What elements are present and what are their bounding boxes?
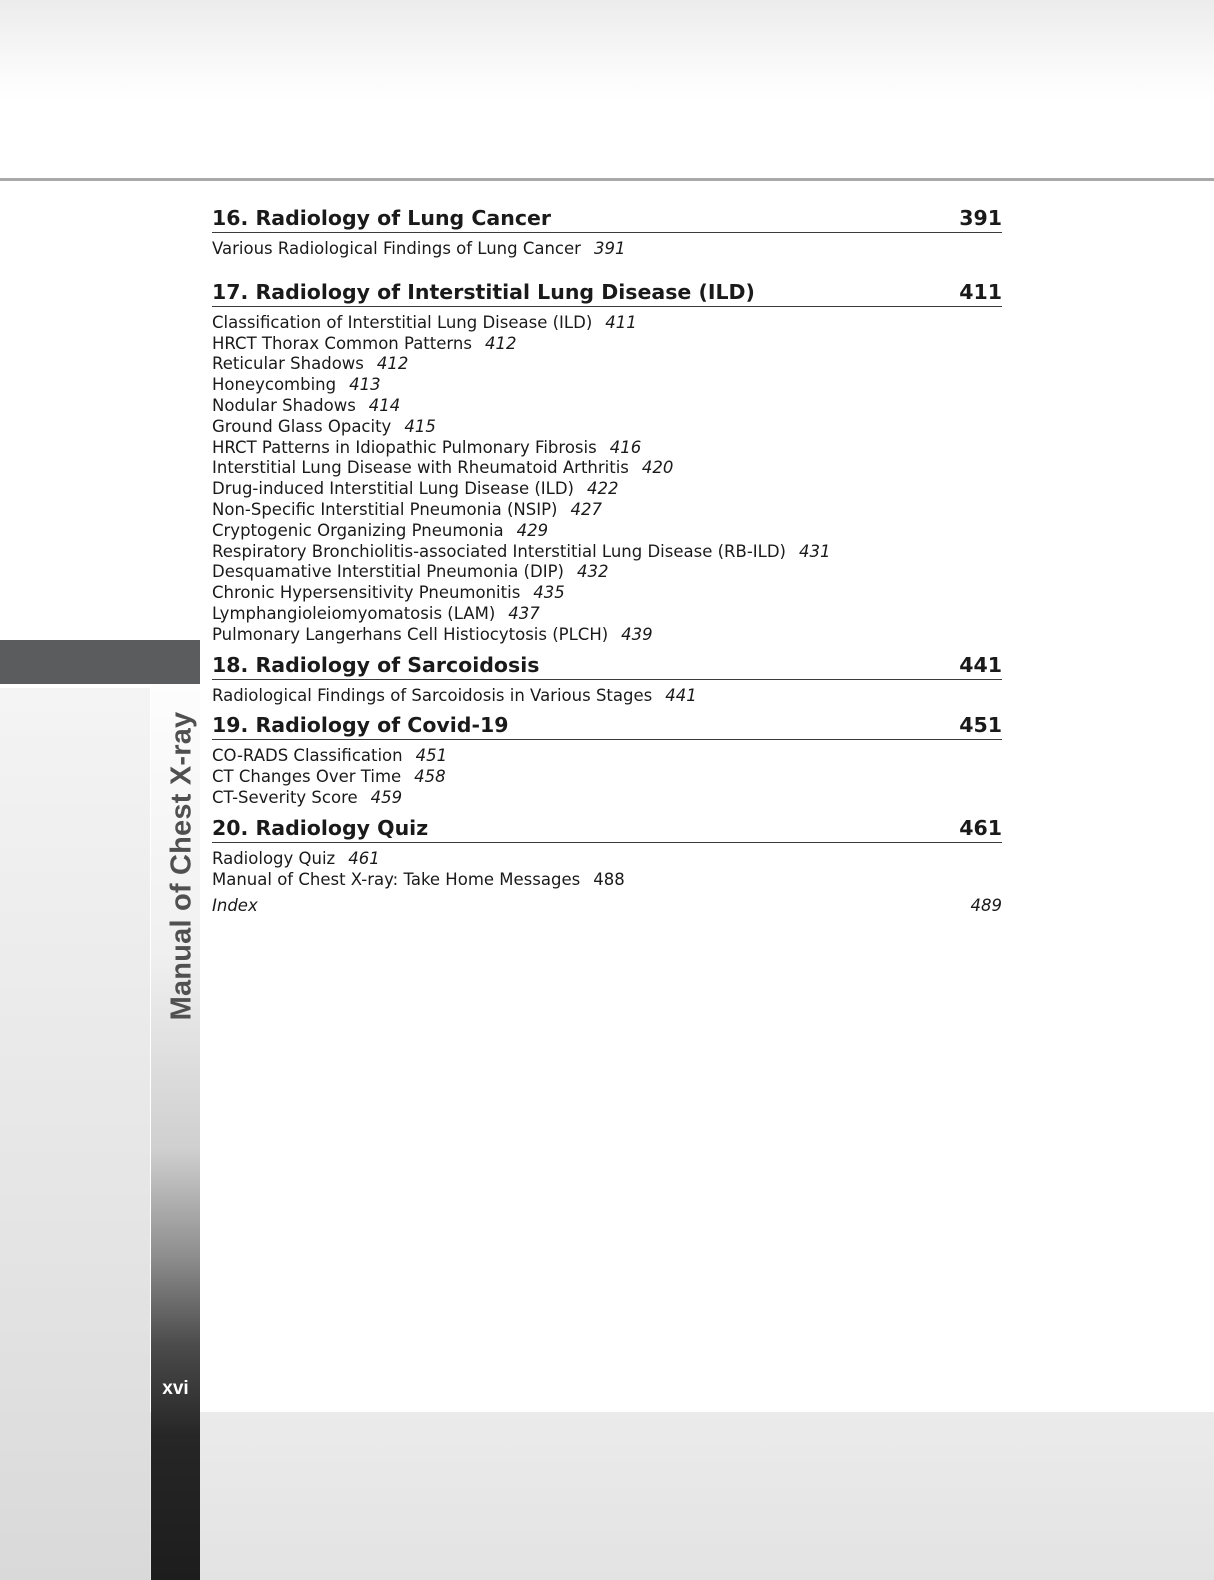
entry-title: Non-Specific Interstitial Pneumonia (NSIP) [212,499,558,519]
toc-entry [212,396,1002,417]
chapter-tab-marker [0,640,200,684]
page-header-band [0,0,1214,180]
chapter-title: 17. Radiology of Interstitial Lung Disease (ILD) [212,279,755,304]
entry-page-number: 432 [576,562,609,582]
toc-entry [212,438,1002,459]
toc-chapter-18 [212,653,1002,707]
entry-title: Desquamative Interstitial Pneumonia (DIP) [212,562,564,582]
entry-page-number: 437 [508,603,540,623]
entry-title: Various Radiological Findings of Lung Cancer [212,239,581,258]
entry-page-number: 412 [376,354,409,374]
entry-title: Nodular Shadows [212,395,356,415]
toc-entry [212,562,1002,583]
entry-page-number: 420 [641,458,674,478]
chapter-entries [212,849,1002,891]
toc-entry [212,542,1002,563]
entry-page-number: 411 [605,312,637,332]
entry-page-number: 458 [414,767,446,787]
entry-title: Chronic Hypersensitivity Pneumonitis [212,583,521,603]
toc-entry [212,239,1002,260]
chapter-page-number: 461 [959,815,1002,840]
index-page-number: 489 [970,896,1002,916]
chapter-page-number: 411 [959,279,1002,304]
chapter-page-number: 441 [959,652,1002,677]
chapter-title: 18. Radiology of Sarcoidosis [212,652,540,677]
entry-title: CT-Severity Score [212,787,358,807]
entry-page-number: 441 [665,685,697,705]
toc-chapter-19 [212,713,1002,808]
entry-page-number: 429 [516,520,549,540]
chapter-entries [212,686,1002,707]
toc-entry [212,354,1002,375]
entry-page-number: 461 [348,848,380,868]
toc-entry [212,417,1002,438]
toc-entry [212,500,1002,521]
entry-page-number: 391 [593,239,626,258]
index-entry [212,896,1002,915]
toc-entry [212,604,1002,625]
entry-page-number: 422 [586,479,619,499]
header-rule [0,178,1214,181]
chapter-heading [212,713,1002,740]
chapter-entries [212,313,1002,646]
toc-entry [212,375,1002,396]
folio-page-number: xvi [162,1378,189,1399]
toc-chapter-20 [212,816,1002,891]
entry-title: HRCT Patterns in Idiopathic Pulmonary Fibrosis [212,437,597,457]
entry-page-number: 416 [609,437,642,457]
toc-entry [212,521,1002,542]
entry-page-number: 415 [404,416,436,436]
entry-title: CO-RADS Classification [212,746,403,766]
toc-entry [212,583,1002,604]
running-book-title: Manual of Chest X-ray [165,711,198,1021]
chapter-page-number: 451 [959,713,1002,738]
chapter-title: 19. Radiology of Covid-19 [212,713,509,738]
entry-page-number: 427 [570,499,602,519]
toc-entry [212,849,1002,870]
entry-page-number: 431 [799,541,831,561]
toc-entry [212,686,1002,707]
toc-chapter-16 [212,206,1002,260]
chapter-heading [212,206,1002,233]
chapter-entries [212,239,1002,260]
entry-title: Pulmonary Langerhans Cell Histiocytosis (PLCH) [212,624,609,644]
toc-entry [212,625,1002,646]
toc-chapter-17 [212,280,1002,646]
toc-entry [212,746,1002,767]
chapter-title: 16. Radiology of Lung Cancer [212,206,551,230]
chapter-title: 20. Radiology Quiz [212,815,429,840]
toc-entry [212,870,1002,891]
toc-entry [212,313,1002,334]
chapter-heading [212,280,1002,307]
toc-entry [212,788,1002,809]
entry-page-number: 412 [484,333,517,353]
entry-page-number: 451 [415,746,448,766]
entry-title: Interstitial Lung Disease with Rheumatoid Arthritis [212,458,629,478]
entry-title: Reticular Shadows [212,354,364,374]
entry-title: Drug-induced Interstitial Lung Disease (ILD) [212,479,574,499]
toc-entry [212,458,1002,479]
entry-title: Respiratory Bronchiolitis-associated Interstitial Lung Disease (RB-ILD) [212,541,786,561]
entry-title: Radiological Findings of Sarcoidosis in Various Stages [212,685,653,705]
toc-entry [212,767,1002,788]
left-margin-band [0,688,150,1580]
entry-title: Honeycombing [212,375,337,395]
chapter-heading [212,653,1002,680]
table-of-contents [212,206,1002,915]
chapter-page-number: 391 [959,206,1002,230]
entry-page-number: 413 [349,375,381,395]
entry-page-number: 414 [368,395,401,415]
entry-title: Lymphangioleiomyomatosis (LAM) [212,603,496,623]
chapter-entries [212,746,1002,808]
index-label: Index [212,896,258,916]
entry-page-number: 435 [533,583,565,603]
entry-title: HRCT Thorax Common Patterns [212,333,472,353]
entry-page-number: 488 [593,869,625,889]
entry-title: Ground Glass Opacity [212,416,392,436]
toc-entry [212,479,1002,500]
entry-title: CT Changes Over Time [212,767,402,787]
entry-page-number: 459 [370,787,403,807]
entry-title: Manual of Chest X-ray: Take Home Messages [212,869,581,889]
entry-page-number: 439 [621,624,653,644]
entry-title: Classification of Interstitial Lung Disease (ILD) [212,312,593,332]
chapter-heading [212,816,1002,843]
entry-title: Radiology Quiz [212,848,336,868]
toc-entry [212,334,1002,355]
entry-title: Cryptogenic Organizing Pneumonia [212,520,504,540]
